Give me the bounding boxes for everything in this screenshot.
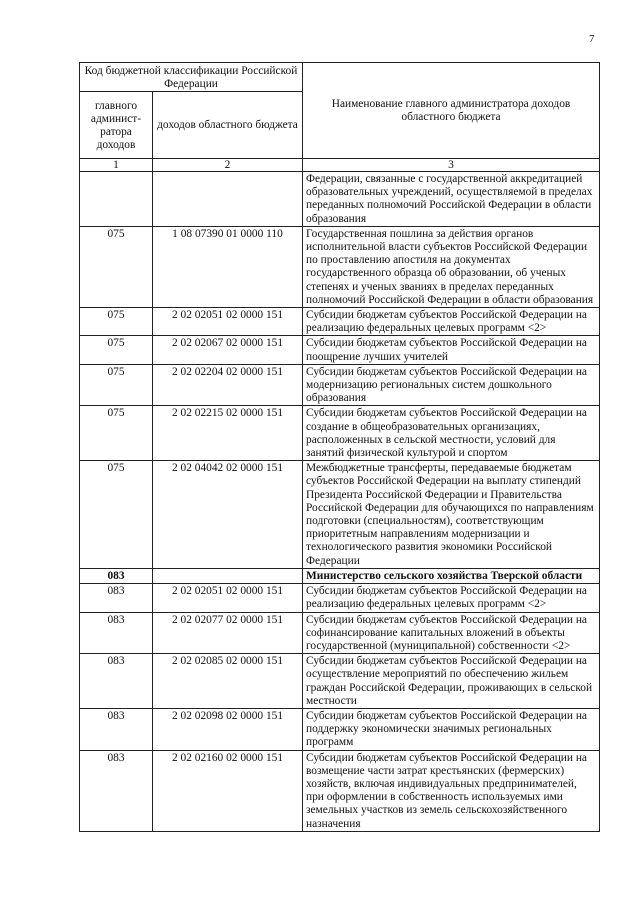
revenue-name-cell: Государственная пошлина за действия органов исполнительной власти субъектов Российской Федерации по проставлению апостиля на документах государственного образца об образовании, об ученых степенях и ученых званиях в пределах переданных полномочий Российской Федерации в области образования	[303, 226, 600, 307]
column-number-3: 3	[303, 159, 600, 172]
revenue-code-cell	[153, 172, 303, 227]
revenue-code-cell: 2 02 04042 02 0000 151	[153, 461, 303, 569]
table-row-section-heading	[80, 568, 600, 583]
table-row	[80, 461, 600, 569]
revenue-name-cell: Межбюджетные трансферты, передаваемые бюджетам субъектов Российской Федерации на выплату стипендий Президента Российской Федерации и Правительства Российской Федерации для обучающихся по направлениям подготовки (специальностям), соответствующим приоритетным направлениям модернизации и технологического развития экономики Российской Федерации	[303, 461, 600, 569]
revenue-name-cell: Субсидии бюджетам субъектов Российской Федерации на осуществление мероприятий по обеспечению жильем граждан Российской Федерации, проживающих в сельской местности	[303, 654, 600, 709]
budget-classification-table	[79, 62, 600, 832]
revenue-name-cell: Субсидии бюджетам субъектов Российской Федерации на создание в общеобразовательных организациях, расположенных в сельской местности, условий для занятий физической культурой и спортом	[303, 406, 600, 461]
admin-code-cell: 083	[80, 750, 153, 831]
admin-code-cell: 083	[80, 612, 153, 654]
table-row	[80, 750, 600, 831]
revenue-code-cell	[153, 568, 303, 583]
header-regional-budget-revenue: доходов областного бюджета	[153, 92, 303, 159]
revenue-name-cell: Субсидии бюджетам субъектов Российской Федерации на модернизацию региональных систем дошкольного образования	[303, 364, 600, 406]
revenue-code-cell: 2 02 02160 02 0000 151	[153, 750, 303, 831]
revenue-code-cell: 2 02 02077 02 0000 151	[153, 612, 303, 654]
admin-code-cell: 083	[80, 584, 153, 612]
admin-code-cell: 083	[80, 708, 153, 750]
header-budget-code-group: Код бюджетной классификации Российской Федерации	[80, 63, 303, 92]
revenue-code-cell: 2 02 02051 02 0000 151	[153, 584, 303, 612]
page-number: 7	[589, 33, 595, 45]
admin-code-cell: 075	[80, 308, 153, 336]
revenue-code-cell: 2 02 02098 02 0000 151	[153, 708, 303, 750]
admin-code-cell: 075	[80, 336, 153, 364]
revenue-name-cell: Субсидии бюджетам субъектов Российской Федерации на реализацию федеральных целевых программ <2>	[303, 584, 600, 612]
revenue-name-cell: Субсидии бюджетам субъектов Российской Федерации на софинансирование капитальных вложений в объекты государственной (муниципальной) собственности <2>	[303, 612, 600, 654]
header-administrator-name: Наименование главного администратора доходов областного бюджета	[303, 63, 600, 159]
table-row	[80, 226, 600, 307]
header-chief-administrator: главного админист-ратора доходов	[80, 92, 153, 159]
admin-code-cell: 075	[80, 226, 153, 307]
revenue-code-cell: 1 08 07390 01 0000 110	[153, 226, 303, 307]
revenue-name-cell: Субсидии бюджетам субъектов Российской Федерации на возмещение части затрат крестьянских (фермерских) хозяйств, включая индивидуальных предпринимателей, при оформлении в собственность используемых ими земельных участков из земель сельскохозяйственного назначения	[303, 750, 600, 831]
revenue-name-cell: Субсидии бюджетам субъектов Российской Федерации на реализацию федеральных целевых программ <2>	[303, 308, 600, 336]
table-row	[80, 364, 600, 406]
revenue-code-cell: 2 02 02067 02 0000 151	[153, 336, 303, 364]
revenue-name-cell: Субсидии бюджетам субъектов Российской Федерации на поощрение лучших учителей	[303, 336, 600, 364]
column-number-2: 2	[153, 159, 303, 172]
revenue-name-cell: Субсидии бюджетам субъектов Российской Федерации на поддержку экономически значимых региональных программ	[303, 708, 600, 750]
admin-code-cell: 083	[80, 654, 153, 709]
admin-code-cell	[80, 172, 153, 227]
table-row	[80, 406, 600, 461]
admin-code-cell: 075	[80, 406, 153, 461]
revenue-code-cell: 2 02 02051 02 0000 151	[153, 308, 303, 336]
revenue-name-cell: Министерство сельского хозяйства Тверской области	[303, 568, 600, 583]
table-row	[80, 172, 600, 227]
revenue-code-cell: 2 02 02215 02 0000 151	[153, 406, 303, 461]
admin-code-cell: 083	[80, 568, 153, 583]
admin-code-cell: 075	[80, 364, 153, 406]
table-row	[80, 584, 600, 612]
admin-code-cell: 075	[80, 461, 153, 569]
table-row	[80, 654, 600, 709]
revenue-code-cell: 2 02 02204 02 0000 151	[153, 364, 303, 406]
table-body	[80, 172, 600, 832]
table-row	[80, 612, 600, 654]
revenue-name-cell: Федерации, связанные с государственной аккредитацией образовательных учреждений, осуществляемой в пределах переданных полномочий Российской Федерации в области образования	[303, 172, 600, 227]
table-row	[80, 308, 600, 336]
table-row	[80, 336, 600, 364]
column-number-1: 1	[80, 159, 153, 172]
revenue-code-cell: 2 02 02085 02 0000 151	[153, 654, 303, 709]
table-row	[80, 708, 600, 750]
